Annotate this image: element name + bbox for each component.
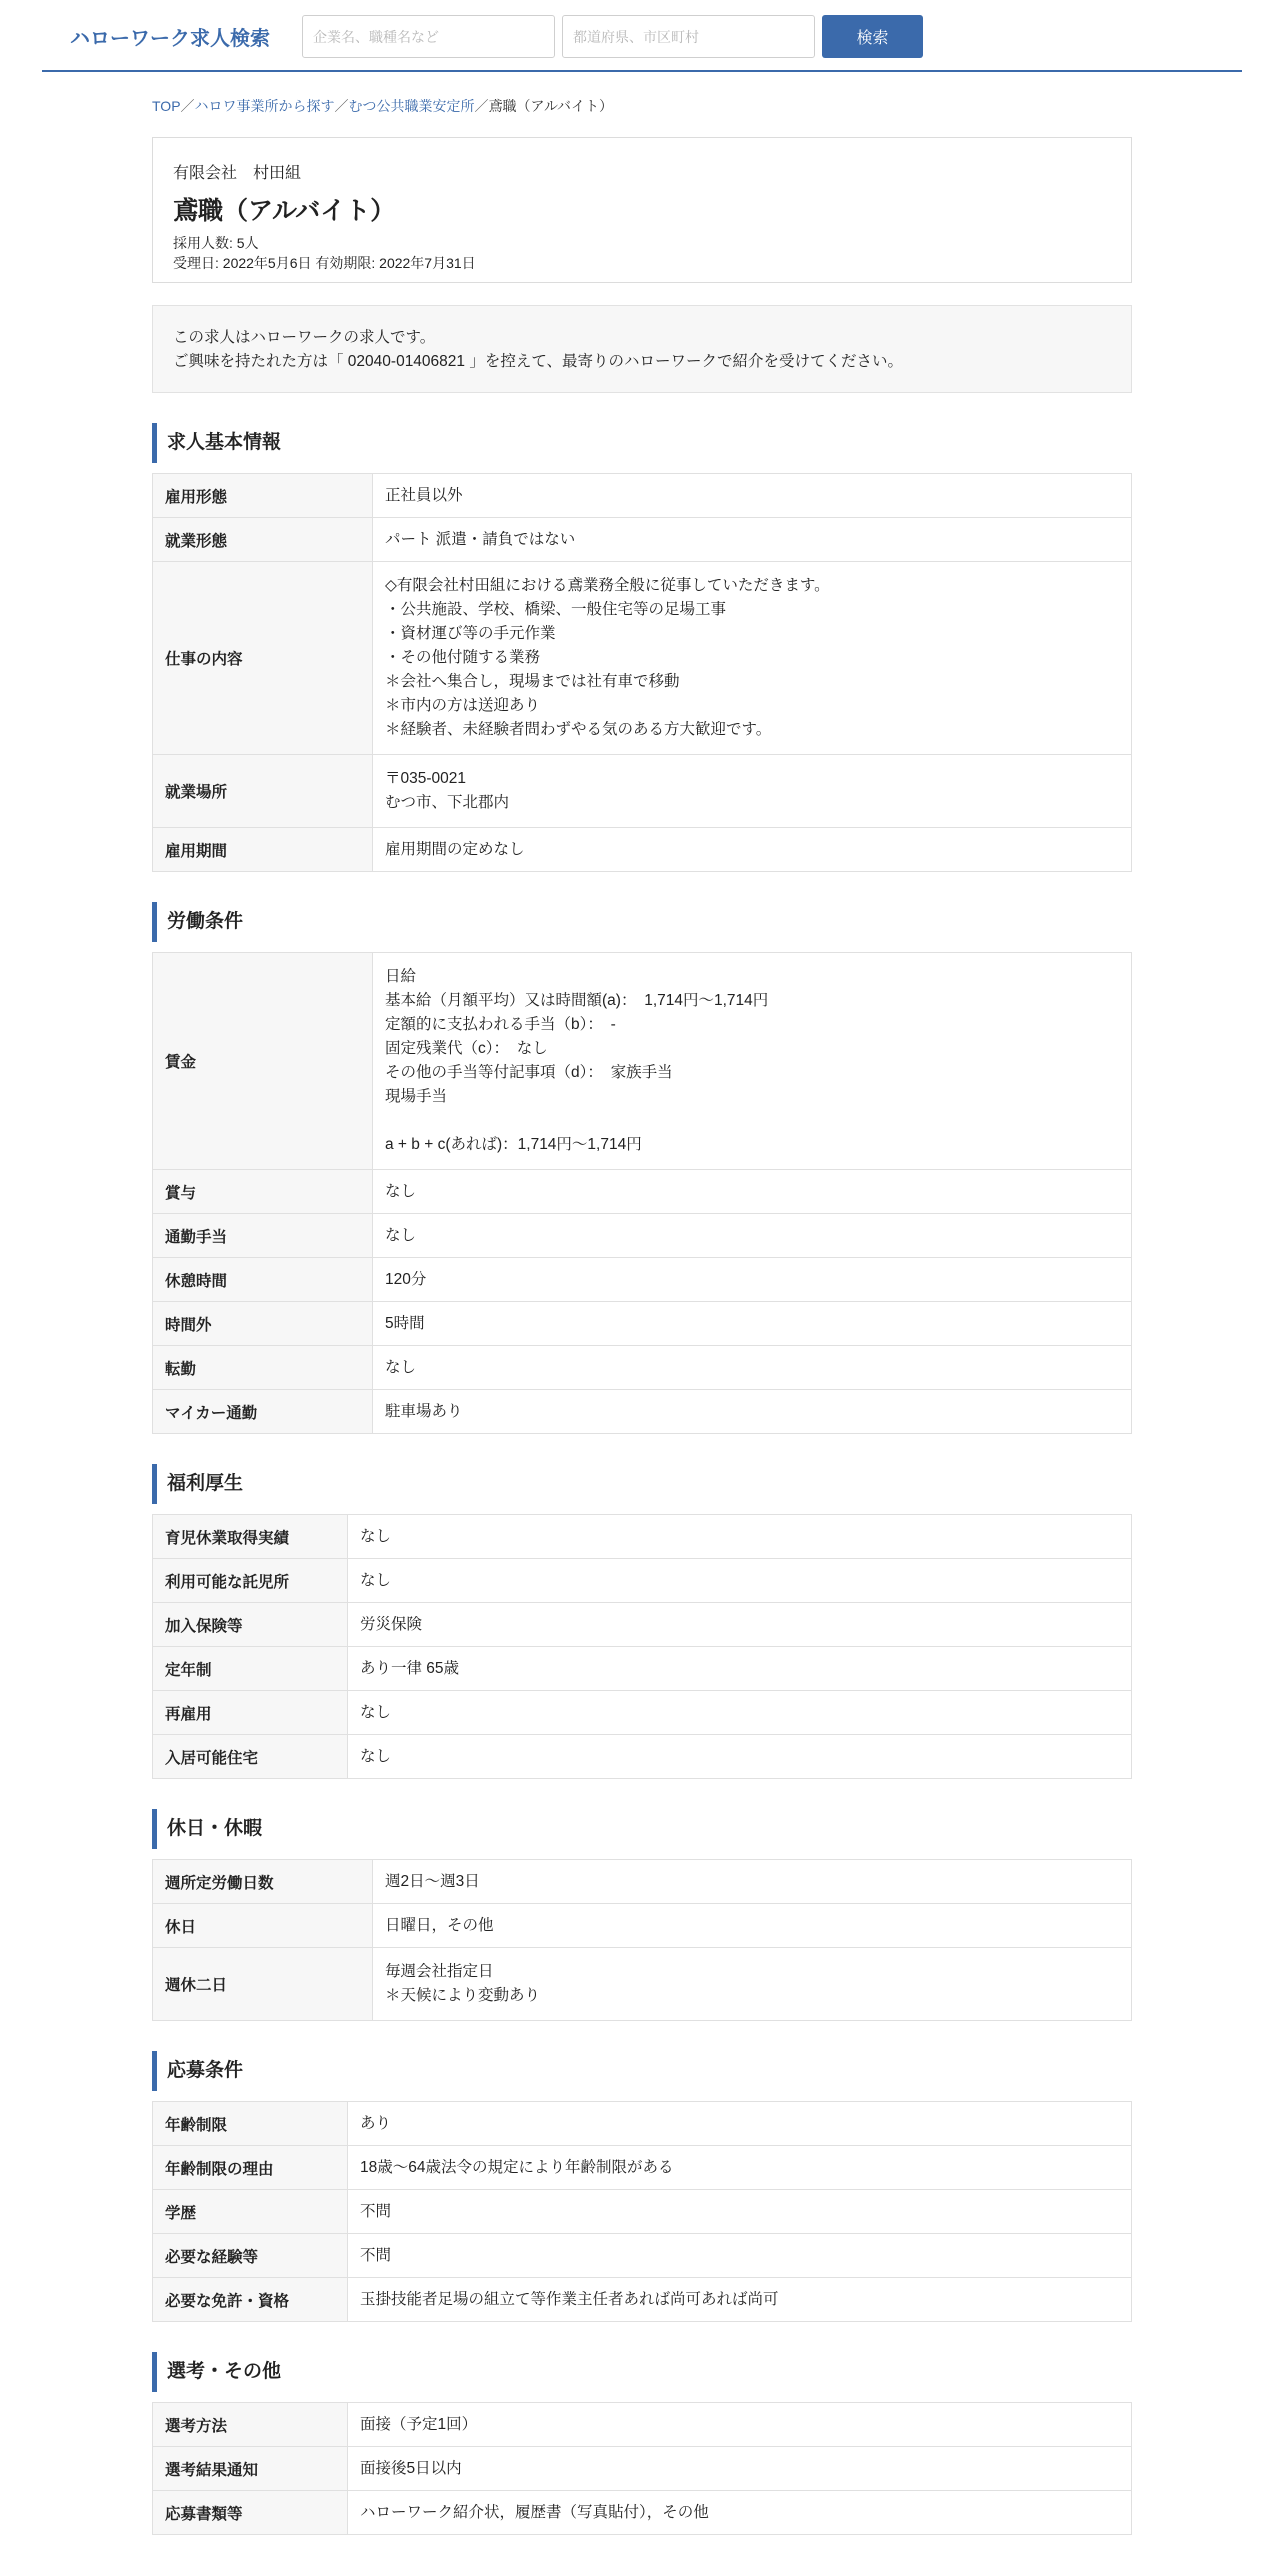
info-row — [153, 474, 1132, 518]
row-label: 賃金 — [153, 953, 373, 1170]
section-labor — [152, 902, 1132, 1434]
hire-count: 採用人数: 5人 — [173, 235, 259, 251]
breadcrumb-separator: ／ — [334, 98, 349, 114]
row-value: 週2日〜週3日 — [373, 1860, 1132, 1904]
row-value: 〒035-0021 むつ市、下北郡内 — [373, 755, 1132, 828]
location-search-input[interactable] — [562, 15, 815, 58]
row-label: 定年制 — [153, 1647, 348, 1691]
info-row — [153, 2491, 1132, 2535]
keyword-search-input[interactable] — [302, 15, 555, 58]
row-value: 玉掛技能者足場の組立て等作業主任者あれば尚可あれば尚可 — [348, 2278, 1132, 2322]
row-label: 就業形態 — [153, 518, 373, 562]
row-value: なし — [373, 1346, 1132, 1390]
row-value: なし — [373, 1214, 1132, 1258]
row-value: なし — [348, 1691, 1132, 1735]
row-label: 賞与 — [153, 1170, 373, 1214]
row-label: 必要な免許・資格 — [153, 2278, 348, 2322]
info-table — [152, 952, 1132, 1434]
info-table — [152, 2402, 1132, 2535]
row-value: 不問 — [348, 2190, 1132, 2234]
info-row — [153, 2447, 1132, 2491]
row-value: ハローワーク紹介状，履歴書（写真貼付），その他 — [348, 2491, 1132, 2535]
row-value: 雇用期間の定めなし — [373, 828, 1132, 872]
row-value: なし — [373, 1170, 1132, 1214]
info-row — [153, 1390, 1132, 1434]
breadcrumb-separator: ／ — [474, 98, 489, 114]
info-row — [153, 1860, 1132, 1904]
breadcrumb-separator: ／ — [180, 98, 195, 114]
breadcrumb-link-offices[interactable]: ハロワ事業所から探す — [194, 98, 335, 114]
row-label: 仕事の内容 — [153, 562, 373, 755]
section-title: 休日・休暇 — [152, 1809, 1132, 1849]
breadcrumb-current: 鳶職（アルバイト） — [488, 98, 613, 114]
info-row — [153, 1603, 1132, 1647]
info-row — [153, 1258, 1132, 1302]
info-row — [153, 1948, 1132, 2021]
info-row — [153, 2278, 1132, 2322]
row-label: 就業場所 — [153, 755, 373, 828]
job-dates: 受理日: 2022年5月6日 有効期限: 2022年7月31日 — [173, 255, 476, 271]
info-row — [153, 1170, 1132, 1214]
info-row — [153, 828, 1132, 872]
row-value: 面接後5日以内 — [348, 2447, 1132, 2491]
section-title: 求人基本情報 — [152, 423, 1132, 463]
info-table — [152, 1859, 1132, 2021]
breadcrumb-link-top[interactable]: TOP — [152, 98, 181, 114]
row-value: パート 派遣・請負ではない — [373, 518, 1132, 562]
row-label: 年齢制限の理由 — [153, 2146, 348, 2190]
hellowork-notice — [152, 305, 1132, 393]
row-label: 週所定労働日数 — [153, 1860, 373, 1904]
info-row — [153, 1735, 1132, 1779]
info-row — [153, 1904, 1132, 1948]
info-row — [153, 1647, 1132, 1691]
info-row — [153, 2403, 1132, 2447]
row-label: 選考結果通知 — [153, 2447, 348, 2491]
info-row — [153, 562, 1132, 755]
top-bar — [42, 0, 1242, 72]
row-label: 時間外 — [153, 1302, 373, 1346]
section-title: 労働条件 — [152, 902, 1132, 942]
row-label: 休憩時間 — [153, 1258, 373, 1302]
row-label: 利用可能な託児所 — [153, 1559, 348, 1603]
row-value: 不問 — [348, 2234, 1132, 2278]
row-value: 日給 基本給（月額平均）又は時間額(a)： 1,714円〜1,714円 定額的に支払われる手当（b）： - 固定残業代（c）： なし その他の手当等付記事項（d）： 家族手当 現場手当 a + b + c(あれば)：1,714円〜1,714円 — [373, 953, 1132, 1170]
row-label: 転勤 — [153, 1346, 373, 1390]
info-row — [153, 1346, 1132, 1390]
info-row — [153, 1691, 1132, 1735]
row-label: 通勤手当 — [153, 1214, 373, 1258]
row-value: 日曜日，その他 — [373, 1904, 1132, 1948]
section-welfare — [152, 1464, 1132, 1779]
site-logo[interactable]: ハローワーク求人検索 — [70, 28, 270, 50]
info-row — [153, 1515, 1132, 1559]
info-row — [153, 2102, 1132, 2146]
row-value: 毎週会社指定日 ＊天候により変動あり — [373, 1948, 1132, 2021]
row-label: 加入保険等 — [153, 1603, 348, 1647]
row-value: なし — [348, 1735, 1132, 1779]
notice-line-2: ご興味を持たれた方は「 02040-01406821 」を控えて、最寄りのハローワークで紹介を受けてください。 — [173, 353, 904, 370]
row-value: 18歳〜64歳法令の規定により年齢制限がある — [348, 2146, 1132, 2190]
section-holiday — [152, 1809, 1132, 2021]
section-selection — [152, 2352, 1132, 2535]
info-row — [153, 953, 1132, 1170]
info-row — [153, 1214, 1132, 1258]
breadcrumb-link-mutsu-office[interactable]: むつ公共職業安定所 — [348, 98, 475, 114]
row-value: なし — [348, 1559, 1132, 1603]
row-label: 再雇用 — [153, 1691, 348, 1735]
info-row — [153, 2234, 1132, 2278]
notice-line-1: この求人はハローワークの求人です。 — [173, 329, 436, 346]
row-value: ◇有限会社村田組における鳶業務全般に従事していただきます。 ・公共施設、学校、橋梁、一般住宅等の足場工事 ・資材運び等の手元作業 ・その他付随する業務 ＊会社へ集合し，現場までは社有車で移動 ＊市内の方は送迎あり ＊経験者、未経験者問わずやる気のある方大歓迎です。 — [373, 562, 1132, 755]
row-value: なし — [348, 1515, 1132, 1559]
search-button[interactable]: 検索 — [822, 15, 923, 58]
info-row — [153, 1559, 1132, 1603]
info-row — [153, 755, 1132, 828]
job-summary-card — [152, 137, 1132, 283]
section-apply — [152, 2051, 1132, 2322]
row-label: 学歴 — [153, 2190, 348, 2234]
row-label: 年齢制限 — [153, 2102, 348, 2146]
row-value: 120分 — [373, 1258, 1132, 1302]
row-label: 応募書類等 — [153, 2491, 348, 2535]
row-label: 雇用期間 — [153, 828, 373, 872]
info-row — [153, 2146, 1132, 2190]
row-label: 雇用形態 — [153, 474, 373, 518]
row-label: 必要な経験等 — [153, 2234, 348, 2278]
section-title: 応募条件 — [152, 2051, 1132, 2091]
job-detail-sections — [152, 423, 1132, 2535]
row-label: 休日 — [153, 1904, 373, 1948]
row-value: あり — [348, 2102, 1132, 2146]
row-value: 5時間 — [373, 1302, 1132, 1346]
row-label: 選考方法 — [153, 2403, 348, 2447]
row-value: あり一律 65歳 — [348, 1647, 1132, 1691]
job-title: 鳶職（アルバイト） — [173, 197, 396, 225]
main-content — [152, 96, 1132, 2535]
row-value: 正社員以外 — [373, 474, 1132, 518]
row-label: 入居可能住宅 — [153, 1735, 348, 1779]
info-row — [153, 2190, 1132, 2234]
info-table — [152, 2101, 1132, 2322]
section-basic — [152, 423, 1132, 872]
info-table — [152, 1514, 1132, 1779]
breadcrumb — [152, 96, 1132, 116]
row-value: 面接（予定1回） — [348, 2403, 1132, 2447]
info-row — [153, 518, 1132, 562]
info-table — [152, 473, 1132, 872]
row-value: 駐車場あり — [373, 1390, 1132, 1434]
section-title: 選考・その他 — [152, 2352, 1132, 2392]
row-label: 育児休業取得実績 — [153, 1515, 348, 1559]
row-label: マイカー通勤 — [153, 1390, 373, 1434]
company-name: 有限会社 村田組 — [173, 165, 302, 182]
row-value: 労災保険 — [348, 1603, 1132, 1647]
row-label: 週休二日 — [153, 1948, 373, 2021]
section-title: 福利厚生 — [152, 1464, 1132, 1504]
info-row — [153, 1302, 1132, 1346]
